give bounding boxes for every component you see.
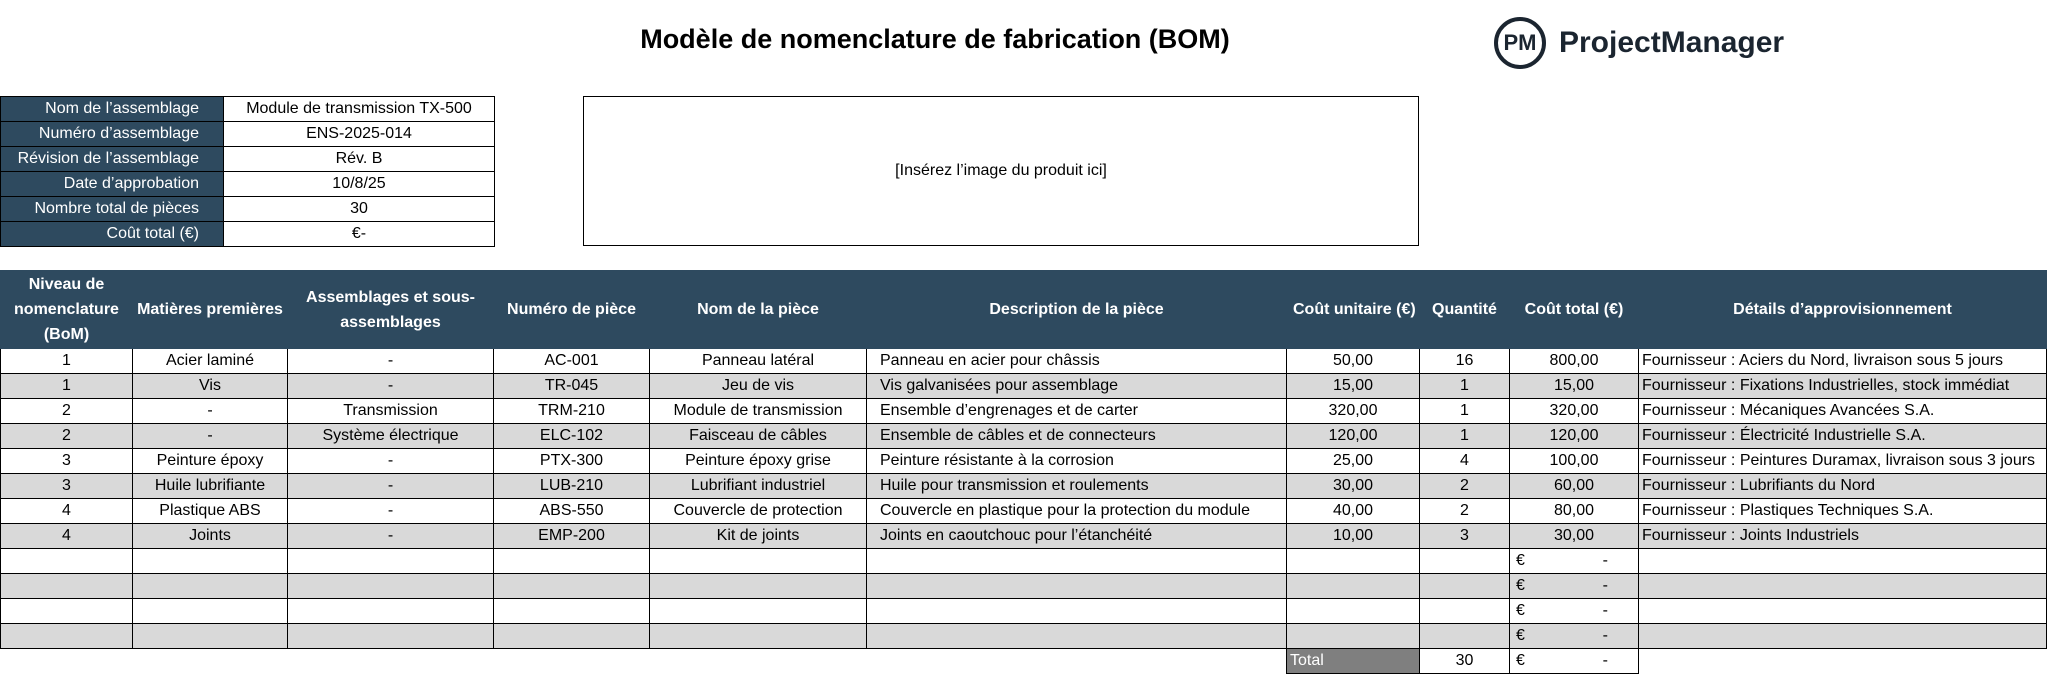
currency-symbol: € bbox=[1516, 552, 1525, 569]
info-row bbox=[1, 172, 495, 197]
product-image-placeholder[interactable] bbox=[583, 96, 1419, 246]
empty-row bbox=[1, 624, 2047, 649]
cell-quantity[interactable]: 2 bbox=[1420, 474, 1510, 499]
info-label: Nombre total de pièces bbox=[1, 197, 224, 222]
pm-logo-icon: PM bbox=[1494, 17, 1546, 69]
cell-part-number[interactable]: ELC-102 bbox=[494, 424, 650, 449]
cell-part-name[interactable]: Couvercle de protection bbox=[650, 499, 867, 524]
cell-part-name[interactable]: Lubrifiant industriel bbox=[650, 474, 867, 499]
cell-level[interactable]: 1 bbox=[1, 374, 133, 399]
cell-level[interactable] bbox=[1, 574, 133, 599]
cell-total-cost[interactable]: 800,00 bbox=[1510, 349, 1639, 374]
cell-supply[interactable]: Fournisseur : Fixations Industrielles, stock immédiat bbox=[1639, 374, 2047, 399]
cell-raw[interactable] bbox=[133, 599, 288, 624]
cell-level[interactable]: 1 bbox=[1, 349, 133, 374]
cell-level[interactable]: 3 bbox=[1, 449, 133, 474]
cell-level[interactable]: 3 bbox=[1, 474, 133, 499]
cell-level[interactable] bbox=[1, 549, 133, 574]
cell-raw[interactable]: Joints bbox=[133, 524, 288, 549]
cell-part-name[interactable] bbox=[650, 549, 867, 574]
currency-symbol: € bbox=[1516, 652, 1525, 669]
info-value[interactable]: Module de transmission TX-500 bbox=[224, 97, 495, 122]
cell-quantity[interactable]: 2 bbox=[1420, 499, 1510, 524]
info-value[interactable]: €- bbox=[224, 222, 495, 247]
cell-level[interactable]: 2 bbox=[1, 424, 133, 449]
cell-part-name[interactable]: Kit de joints bbox=[650, 524, 867, 549]
total-cost-value: - bbox=[1602, 652, 1608, 669]
cell-total-cost[interactable]: 60,00 bbox=[1510, 474, 1639, 499]
cell-raw[interactable]: - bbox=[133, 424, 288, 449]
cell-supply[interactable]: Fournisseur : Plastiques Techniques S.A. bbox=[1639, 499, 2047, 524]
cell-description[interactable]: Vis galvanisées pour assemblage bbox=[867, 374, 1287, 399]
cell-supply[interactable]: Fournisseur : Joints Industriels bbox=[1639, 524, 2047, 549]
cell-raw[interactable]: Vis bbox=[133, 374, 288, 399]
cell-raw[interactable] bbox=[133, 574, 288, 599]
cell-total-cost[interactable] bbox=[1510, 599, 1639, 624]
assembly-info-table bbox=[0, 96, 495, 247]
cell-unit-cost[interactable]: 40,00 bbox=[1287, 499, 1420, 524]
cell-description[interactable]: Huile pour transmission et roulements bbox=[867, 474, 1287, 499]
cell-assembly[interactable] bbox=[288, 624, 494, 649]
info-value[interactable]: Rév. B bbox=[224, 147, 495, 172]
cell-part-name[interactable]: Jeu de vis bbox=[650, 374, 867, 399]
col-header-unit-cost: Coût unitaire (€) bbox=[1287, 271, 1420, 349]
info-row bbox=[1, 222, 495, 247]
cell-assembly[interactable]: Transmission bbox=[288, 399, 494, 424]
cell-description[interactable]: Joints en caoutchouc pour l’étanchéité bbox=[867, 524, 1287, 549]
cell-part-name[interactable]: Panneau latéral bbox=[650, 349, 867, 374]
cell-raw[interactable] bbox=[133, 549, 288, 574]
cell-assembly[interactable]: - bbox=[288, 374, 494, 399]
cell-description[interactable]: Ensemble d’engrenages et de carter bbox=[867, 399, 1287, 424]
cell-quantity[interactable]: 16 bbox=[1420, 349, 1510, 374]
cell-unit-cost[interactable]: 30,00 bbox=[1287, 474, 1420, 499]
total-quantity: 30 bbox=[1420, 649, 1510, 674]
table-row bbox=[1, 349, 2047, 374]
cell-description[interactable] bbox=[867, 549, 1287, 574]
cell-supply[interactable] bbox=[1639, 624, 2047, 649]
cell-level[interactable] bbox=[1, 624, 133, 649]
table-row bbox=[1, 524, 2047, 549]
cell-total-cost[interactable]: 15,00 bbox=[1510, 374, 1639, 399]
table-row bbox=[1, 374, 2047, 399]
cell-unit-cost[interactable]: 120,00 bbox=[1287, 424, 1420, 449]
cell-quantity[interactable] bbox=[1420, 574, 1510, 599]
cell-assembly[interactable]: - bbox=[288, 499, 494, 524]
totals-row bbox=[1, 649, 2047, 674]
logo bbox=[1494, 14, 1784, 72]
col-header-assemblies: Assemblages et sous-assemblages bbox=[288, 271, 494, 349]
cost-value: - bbox=[1602, 627, 1608, 644]
cell-supply[interactable] bbox=[1639, 574, 2047, 599]
cell-part-name[interactable]: Faisceau de câbles bbox=[650, 424, 867, 449]
cell-assembly[interactable] bbox=[288, 574, 494, 599]
cell-part-number[interactable]: LUB-210 bbox=[494, 474, 650, 499]
cell-supply[interactable] bbox=[1639, 549, 2047, 574]
cell-part-number[interactable] bbox=[494, 624, 650, 649]
currency-symbol: € bbox=[1516, 627, 1525, 644]
cell-description[interactable] bbox=[867, 624, 1287, 649]
cell-quantity[interactable]: 1 bbox=[1420, 424, 1510, 449]
col-header-raw-materials: Matières premières bbox=[133, 271, 288, 349]
info-value[interactable]: ENS-2025-014 bbox=[224, 122, 495, 147]
cell-level[interactable]: 4 bbox=[1, 524, 133, 549]
cell-part-name[interactable] bbox=[650, 574, 867, 599]
cell-part-name[interactable]: Peinture époxy grise bbox=[650, 449, 867, 474]
cell-assembly[interactable] bbox=[288, 599, 494, 624]
cell-description[interactable] bbox=[867, 574, 1287, 599]
info-label: Date d’approbation bbox=[1, 172, 224, 197]
col-header-total-cost: Coût total (€) bbox=[1510, 271, 1639, 349]
cell-part-number[interactable] bbox=[494, 574, 650, 599]
table-row bbox=[1, 424, 2047, 449]
cell-part-number[interactable]: TR-045 bbox=[494, 374, 650, 399]
cell-description[interactable]: Couvercle en plastique pour la protection du module bbox=[867, 499, 1287, 524]
cell-description[interactable]: Ensemble de câbles et de connecteurs bbox=[867, 424, 1287, 449]
cell-total-cost[interactable] bbox=[1510, 549, 1639, 574]
empty-row bbox=[1, 599, 2047, 624]
cell-supply[interactable] bbox=[1639, 599, 2047, 624]
cell-unit-cost[interactable]: 15,00 bbox=[1287, 374, 1420, 399]
cell-quantity[interactable]: 1 bbox=[1420, 399, 1510, 424]
col-header-level: Niveau de nomenclature (BoM) bbox=[1, 271, 133, 349]
bom-header-row bbox=[1, 271, 2047, 349]
table-row bbox=[1, 399, 2047, 424]
cell-supply[interactable]: Fournisseur : Électricité Industrielle S.A. bbox=[1639, 424, 2047, 449]
total-label: Total bbox=[1287, 649, 1420, 674]
table-row bbox=[1, 449, 2047, 474]
cell-part-number[interactable]: TRM-210 bbox=[494, 399, 650, 424]
cell-unit-cost[interactable]: 10,00 bbox=[1287, 524, 1420, 549]
cell-level[interactable] bbox=[1, 599, 133, 624]
cell-description[interactable]: Peinture résistante à la corrosion bbox=[867, 449, 1287, 474]
cell-assembly[interactable] bbox=[288, 549, 494, 574]
cell-raw[interactable]: Huile lubrifiante bbox=[133, 474, 288, 499]
cell-part-number[interactable]: ABS-550 bbox=[494, 499, 650, 524]
cell-raw[interactable]: Peinture époxy bbox=[133, 449, 288, 474]
cell-quantity[interactable]: 4 bbox=[1420, 449, 1510, 474]
cell-supply[interactable]: Fournisseur : Peintures Duramax, livraison sous 3 jours bbox=[1639, 449, 2047, 474]
cell-part-number[interactable]: AC-001 bbox=[494, 349, 650, 374]
cell-unit-cost[interactable]: 50,00 bbox=[1287, 349, 1420, 374]
cell-total-cost[interactable]: 100,00 bbox=[1510, 449, 1639, 474]
cell-assembly[interactable]: Système électrique bbox=[288, 424, 494, 449]
cell-supply[interactable]: Fournisseur : Aciers du Nord, livraison sous 5 jours bbox=[1639, 349, 2047, 374]
cell-level[interactable]: 4 bbox=[1, 499, 133, 524]
table-row bbox=[1, 474, 2047, 499]
cell-part-name[interactable] bbox=[650, 624, 867, 649]
cell-unit-cost[interactable]: 25,00 bbox=[1287, 449, 1420, 474]
cell-total-cost[interactable]: 320,00 bbox=[1510, 399, 1639, 424]
cell-part-number[interactable]: PTX-300 bbox=[494, 449, 650, 474]
cell-quantity[interactable] bbox=[1420, 549, 1510, 574]
cell-total-cost[interactable]: 30,00 bbox=[1510, 524, 1639, 549]
cell-part-number[interactable]: EMP-200 bbox=[494, 524, 650, 549]
cost-value: - bbox=[1602, 602, 1608, 619]
cell-unit-cost[interactable] bbox=[1287, 599, 1420, 624]
cost-value: - bbox=[1602, 552, 1608, 569]
info-label: Coût total (€) bbox=[1, 222, 224, 247]
currency-symbol: € bbox=[1516, 602, 1525, 619]
cell-description[interactable]: Panneau en acier pour châssis bbox=[867, 349, 1287, 374]
empty-row bbox=[1, 574, 2047, 599]
info-row bbox=[1, 197, 495, 222]
cell-quantity[interactable]: 3 bbox=[1420, 524, 1510, 549]
cell-level[interactable]: 2 bbox=[1, 399, 133, 424]
cell-assembly[interactable]: - bbox=[288, 449, 494, 474]
cost-value: - bbox=[1602, 577, 1608, 594]
col-header-quantity: Quantité bbox=[1420, 271, 1510, 349]
cell-total-cost[interactable] bbox=[1510, 624, 1639, 649]
cell-raw[interactable]: - bbox=[133, 399, 288, 424]
info-label: Numéro d’assemblage bbox=[1, 122, 224, 147]
cell-part-name[interactable] bbox=[650, 599, 867, 624]
info-row bbox=[1, 97, 495, 122]
empty-row bbox=[1, 549, 2047, 574]
cell-unit-cost[interactable] bbox=[1287, 574, 1420, 599]
image-placeholder-text: [Insérez l’image du produit ici] bbox=[895, 162, 1107, 179]
col-header-supply-details: Détails d’approvisionnement bbox=[1639, 271, 2047, 349]
info-row bbox=[1, 122, 495, 147]
info-label: Révision de l’assemblage bbox=[1, 147, 224, 172]
cell-raw[interactable]: Acier laminé bbox=[133, 349, 288, 374]
info-value[interactable]: 30 bbox=[224, 197, 495, 222]
cell-part-name[interactable]: Module de transmission bbox=[650, 399, 867, 424]
col-header-part-number: Numéro de pièce bbox=[494, 271, 650, 349]
cell-part-number[interactable] bbox=[494, 599, 650, 624]
cell-total-cost[interactable]: 80,00 bbox=[1510, 499, 1639, 524]
table-row bbox=[1, 499, 2047, 524]
cell-unit-cost[interactable] bbox=[1287, 549, 1420, 574]
cell-total-cost[interactable] bbox=[1510, 574, 1639, 599]
info-value[interactable]: 10/8/25 bbox=[224, 172, 495, 197]
cell-quantity[interactable]: 1 bbox=[1420, 374, 1510, 399]
cell-supply[interactable]: Fournisseur : Mécaniques Avancées S.A. bbox=[1639, 399, 2047, 424]
cell-description[interactable] bbox=[867, 599, 1287, 624]
cell-total-cost[interactable]: 120,00 bbox=[1510, 424, 1639, 449]
logo-text: ProjectManager bbox=[1559, 26, 1785, 59]
total-cost bbox=[1510, 649, 1639, 674]
col-header-description: Description de la pièce bbox=[867, 271, 1287, 349]
currency-symbol: € bbox=[1516, 577, 1525, 594]
cell-assembly[interactable]: - bbox=[288, 349, 494, 374]
bom-table bbox=[0, 270, 2047, 674]
cell-quantity[interactable] bbox=[1420, 624, 1510, 649]
cell-raw[interactable]: Plastique ABS bbox=[133, 499, 288, 524]
cell-part-number[interactable] bbox=[494, 549, 650, 574]
cell-unit-cost[interactable]: 320,00 bbox=[1287, 399, 1420, 424]
cell-unit-cost[interactable] bbox=[1287, 624, 1420, 649]
cell-raw[interactable] bbox=[133, 624, 288, 649]
info-row bbox=[1, 147, 495, 172]
col-header-part-name: Nom de la pièce bbox=[650, 271, 867, 349]
cell-quantity[interactable] bbox=[1420, 599, 1510, 624]
cell-assembly[interactable]: - bbox=[288, 524, 494, 549]
info-label: Nom de l’assemblage bbox=[1, 97, 224, 122]
page-title: Modèle de nomenclature de fabrication (BOM) bbox=[640, 24, 1230, 54]
cell-supply[interactable]: Fournisseur : Lubrifiants du Nord bbox=[1639, 474, 2047, 499]
cell-assembly[interactable]: - bbox=[288, 474, 494, 499]
